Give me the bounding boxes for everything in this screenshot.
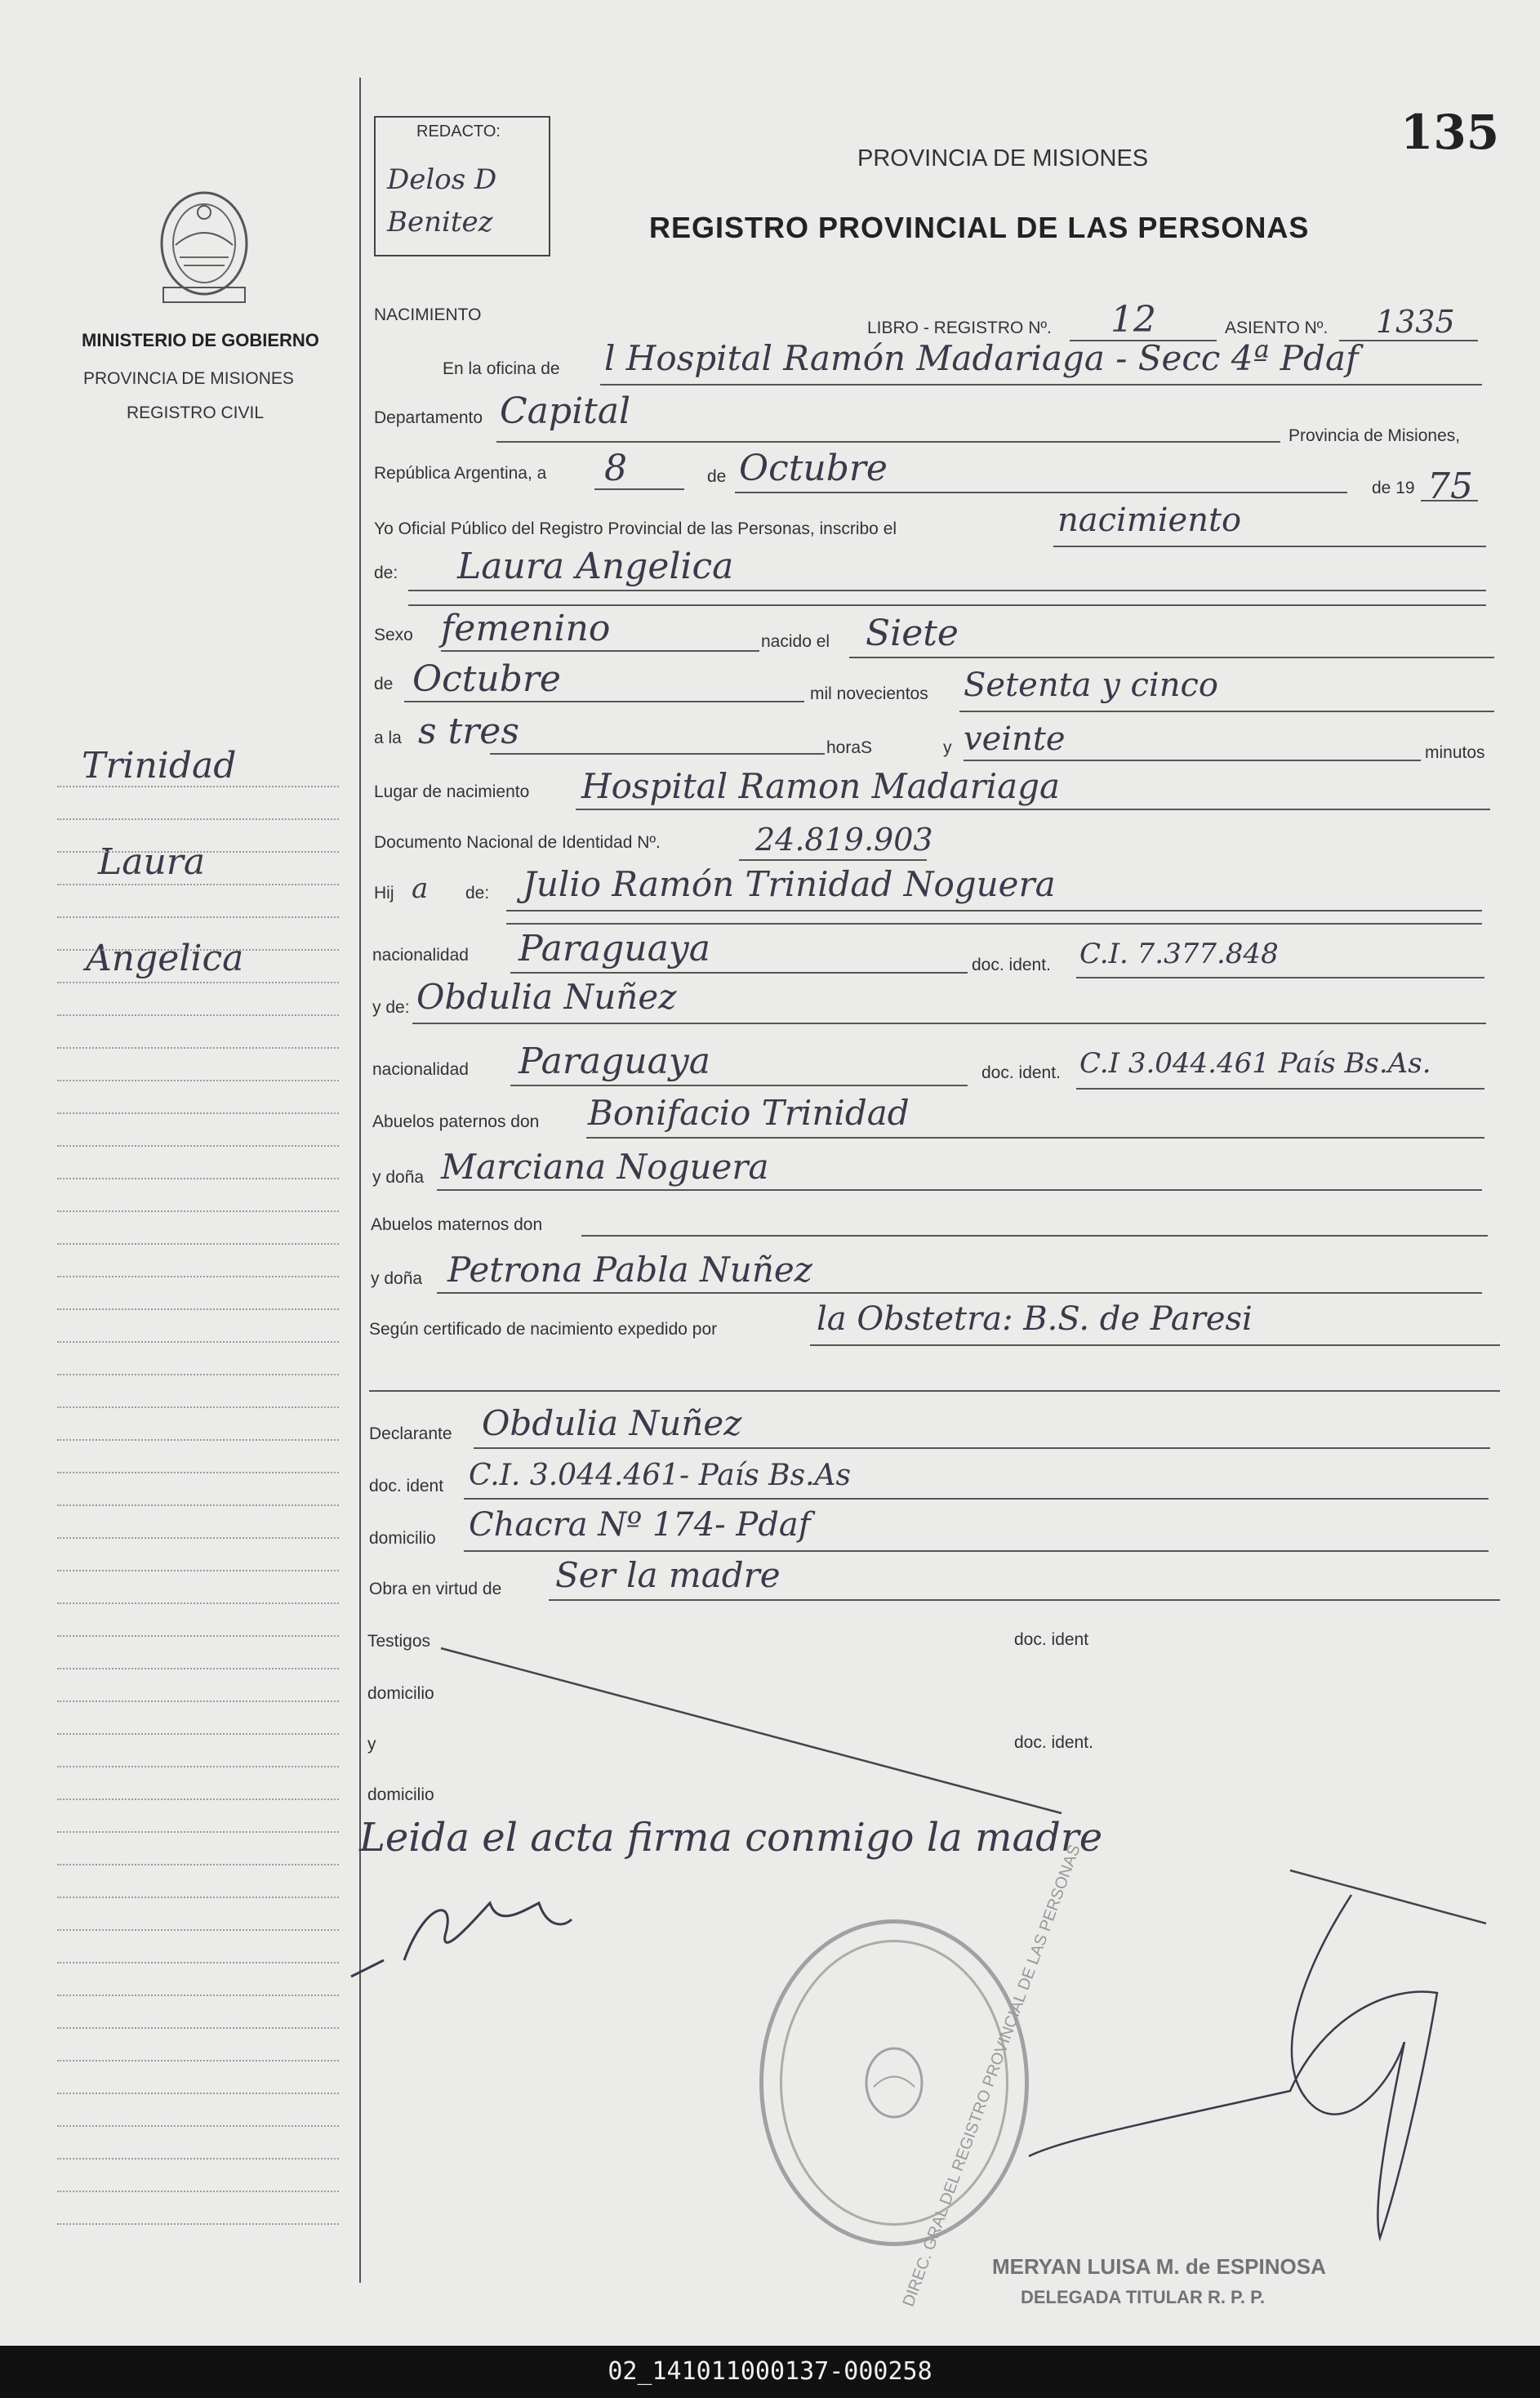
official-initials-signature: [351, 1903, 572, 1977]
redacto-label: REDACTO:: [416, 123, 501, 140]
abuelos-paternos-label: Abuelos paternos don: [372, 1112, 540, 1131]
margin-name-2: Laura: [98, 841, 206, 883]
testigos-strike-line: [441, 1648, 1062, 1813]
dni-value: 24.819.903: [755, 822, 933, 858]
abuela-materna: Petrona Pabla Nuñez: [447, 1250, 812, 1290]
docident-label-5: doc. ident.: [1014, 1733, 1093, 1752]
mil-label: mil novecientos: [810, 684, 928, 703]
hij-de-label: de:: [465, 884, 490, 903]
departamento-label: Departamento: [374, 408, 483, 427]
margin-name-3: Angelica: [86, 938, 244, 979]
domicilio-label-2: domicilio: [367, 1684, 434, 1703]
y-label: y: [943, 738, 952, 757]
segun-value: la Obstetra: B.S. de Paresi: [817, 1300, 1253, 1338]
de-label-2: de: [374, 675, 394, 693]
nacionalidad-label-1: nacionalidad: [372, 946, 469, 965]
horas-label: horaS: [826, 738, 873, 757]
leida-text: Leida el acta firma conmigo la madre: [359, 1815, 1103, 1861]
madre-value: Obdulia Nuñez: [416, 977, 677, 1017]
nacionalidad-label-2: nacionalidad: [372, 1060, 469, 1079]
abuela-paterna: Marciana Noguera: [441, 1147, 769, 1187]
segun-label: Según certificado de nacimiento expedido por: [369, 1320, 718, 1339]
madre-doc: C.I 3.044.461 País Bs.As.: [1079, 1047, 1431, 1080]
de19-label: de 19: [1372, 479, 1415, 497]
asiento-value: 1335: [1376, 304, 1455, 340]
sexo-value: femenino: [441, 608, 611, 649]
header-province: PROVINCIA DE MISIONES: [857, 145, 1149, 172]
sidebar-registry: REGISTRO CIVIL: [127, 403, 265, 422]
header-title: REGISTRO PROVINCIAL DE LAS PERSONAS: [649, 211, 1310, 244]
nombre-value: Laura Angelica: [457, 546, 734, 587]
official-seal: [759, 1842, 1084, 2310]
declarante-doc: C.I. 3.044.461- País Bs.As: [469, 1459, 851, 1492]
seal-emblem-icon: [853, 2038, 935, 2128]
nacido-mes: Octubre: [412, 658, 561, 700]
sidebar-province: PROVINCIA DE MISIONES: [83, 369, 294, 388]
inscribo-value: nacimiento: [1057, 501, 1242, 539]
de-label-1: de: [707, 467, 727, 486]
domicilio-label-1: domicilio: [369, 1529, 436, 1548]
nacimiento-label: NACIMIENTO: [374, 305, 482, 324]
padre-doc: C.I. 7.377.848: [1079, 938, 1279, 970]
footer-filename: 02_141011000137-000258: [0, 2346, 1540, 2398]
domicilio-value: Chacra Nº 174- Pdaf: [469, 1506, 811, 1544]
abuelos-maternos-label: Abuelos maternos don: [371, 1215, 543, 1234]
libro-label: LIBRO - REGISTRO Nº.: [867, 319, 1052, 337]
closing-strike-line: [1290, 1870, 1486, 1923]
declarante-label: Declarante: [369, 1424, 452, 1443]
docident-label-1: doc. ident.: [972, 956, 1051, 974]
padre-nacionalidad: Paraguaya: [519, 928, 710, 969]
redacto-signature: Delos D Benitez: [387, 163, 497, 238]
minutos-value: veinte: [964, 720, 1066, 758]
nacido-label: nacido el: [761, 632, 830, 651]
de-colon-label: de:: [374, 564, 398, 582]
republica-label: República Argentina, a: [374, 464, 547, 483]
page-number: 135: [1400, 105, 1500, 160]
fecha-anio: 75: [1427, 466, 1473, 507]
yo-oficial-label: Yo Oficial Público del Registro Provincial de las Personas, inscribo el: [374, 519, 897, 538]
delegate-signature: [1029, 1895, 1437, 2238]
declarante-value: Obdulia Nuñez: [482, 1403, 742, 1443]
asiento-label: ASIENTO Nº.: [1225, 319, 1329, 337]
obra-label: Obra en virtud de: [369, 1580, 502, 1598]
official-title-stamp: DELEGADA TITULAR R. P. P.: [1021, 2287, 1266, 2307]
hij-suffix: a: [412, 872, 429, 905]
docident-label-3: doc. ident: [369, 1477, 444, 1495]
departamento-value: Capital: [500, 390, 631, 432]
nacido-anio: Setenta y cinco: [964, 666, 1218, 704]
seal-text: DIREC. GRAL DEL REGISTRO PROVINCIAL DE LAS PERSONAS: [899, 1842, 1084, 2310]
libro-value: 12: [1110, 299, 1156, 341]
hij-label: Hij: [374, 884, 394, 903]
official-name-stamp: MERYAN LUISA M. de ESPINOSA: [992, 2254, 1326, 2279]
madre-nacionalidad: Paraguaya: [519, 1041, 710, 1082]
docident-label-2: doc. ident.: [981, 1063, 1061, 1082]
dni-label: Documento Nacional de Identidad Nº.: [374, 833, 661, 852]
lugar-value: Hospital Ramon Madariaga: [581, 766, 1061, 806]
oficina-value: l Hospital Ramón Madariaga - Secc 4ª Pdaf: [604, 338, 1359, 378]
oficina-label: En la oficina de: [443, 359, 560, 378]
testigos-label: Testigos: [367, 1632, 431, 1651]
ydona-label-1: y doña: [372, 1168, 425, 1187]
fecha-dia: 8: [604, 448, 627, 489]
nacido-dia: Siete: [866, 613, 959, 654]
obra-value: Ser la madre: [555, 1555, 781, 1595]
horas-value: s tres: [418, 711, 519, 752]
minutos-label: minutos: [1425, 743, 1485, 762]
margin-name-1: Trinidad: [82, 745, 237, 787]
domicilio-label-3: domicilio: [367, 1785, 434, 1804]
provincia-misiones-label: Provincia de Misiones,: [1289, 426, 1461, 445]
lugar-label: Lugar de nacimiento: [374, 782, 530, 801]
ala-label: a la: [374, 729, 402, 747]
padre-value: Julio Ramón Trinidad Noguera: [523, 864, 1056, 904]
fecha-mes: Octubre: [739, 448, 888, 489]
docident-label-4: doc. ident: [1014, 1630, 1089, 1649]
y-label-2: y: [367, 1735, 376, 1754]
sexo-label: Sexo: [374, 626, 413, 644]
ydona-label-2: y doña: [371, 1269, 423, 1288]
ministry-title: MINISTERIO DE GOBIERNO: [82, 330, 319, 350]
abuelo-paterno: Bonifacio Trinidad: [588, 1093, 910, 1133]
yde-label: y de:: [372, 998, 410, 1017]
